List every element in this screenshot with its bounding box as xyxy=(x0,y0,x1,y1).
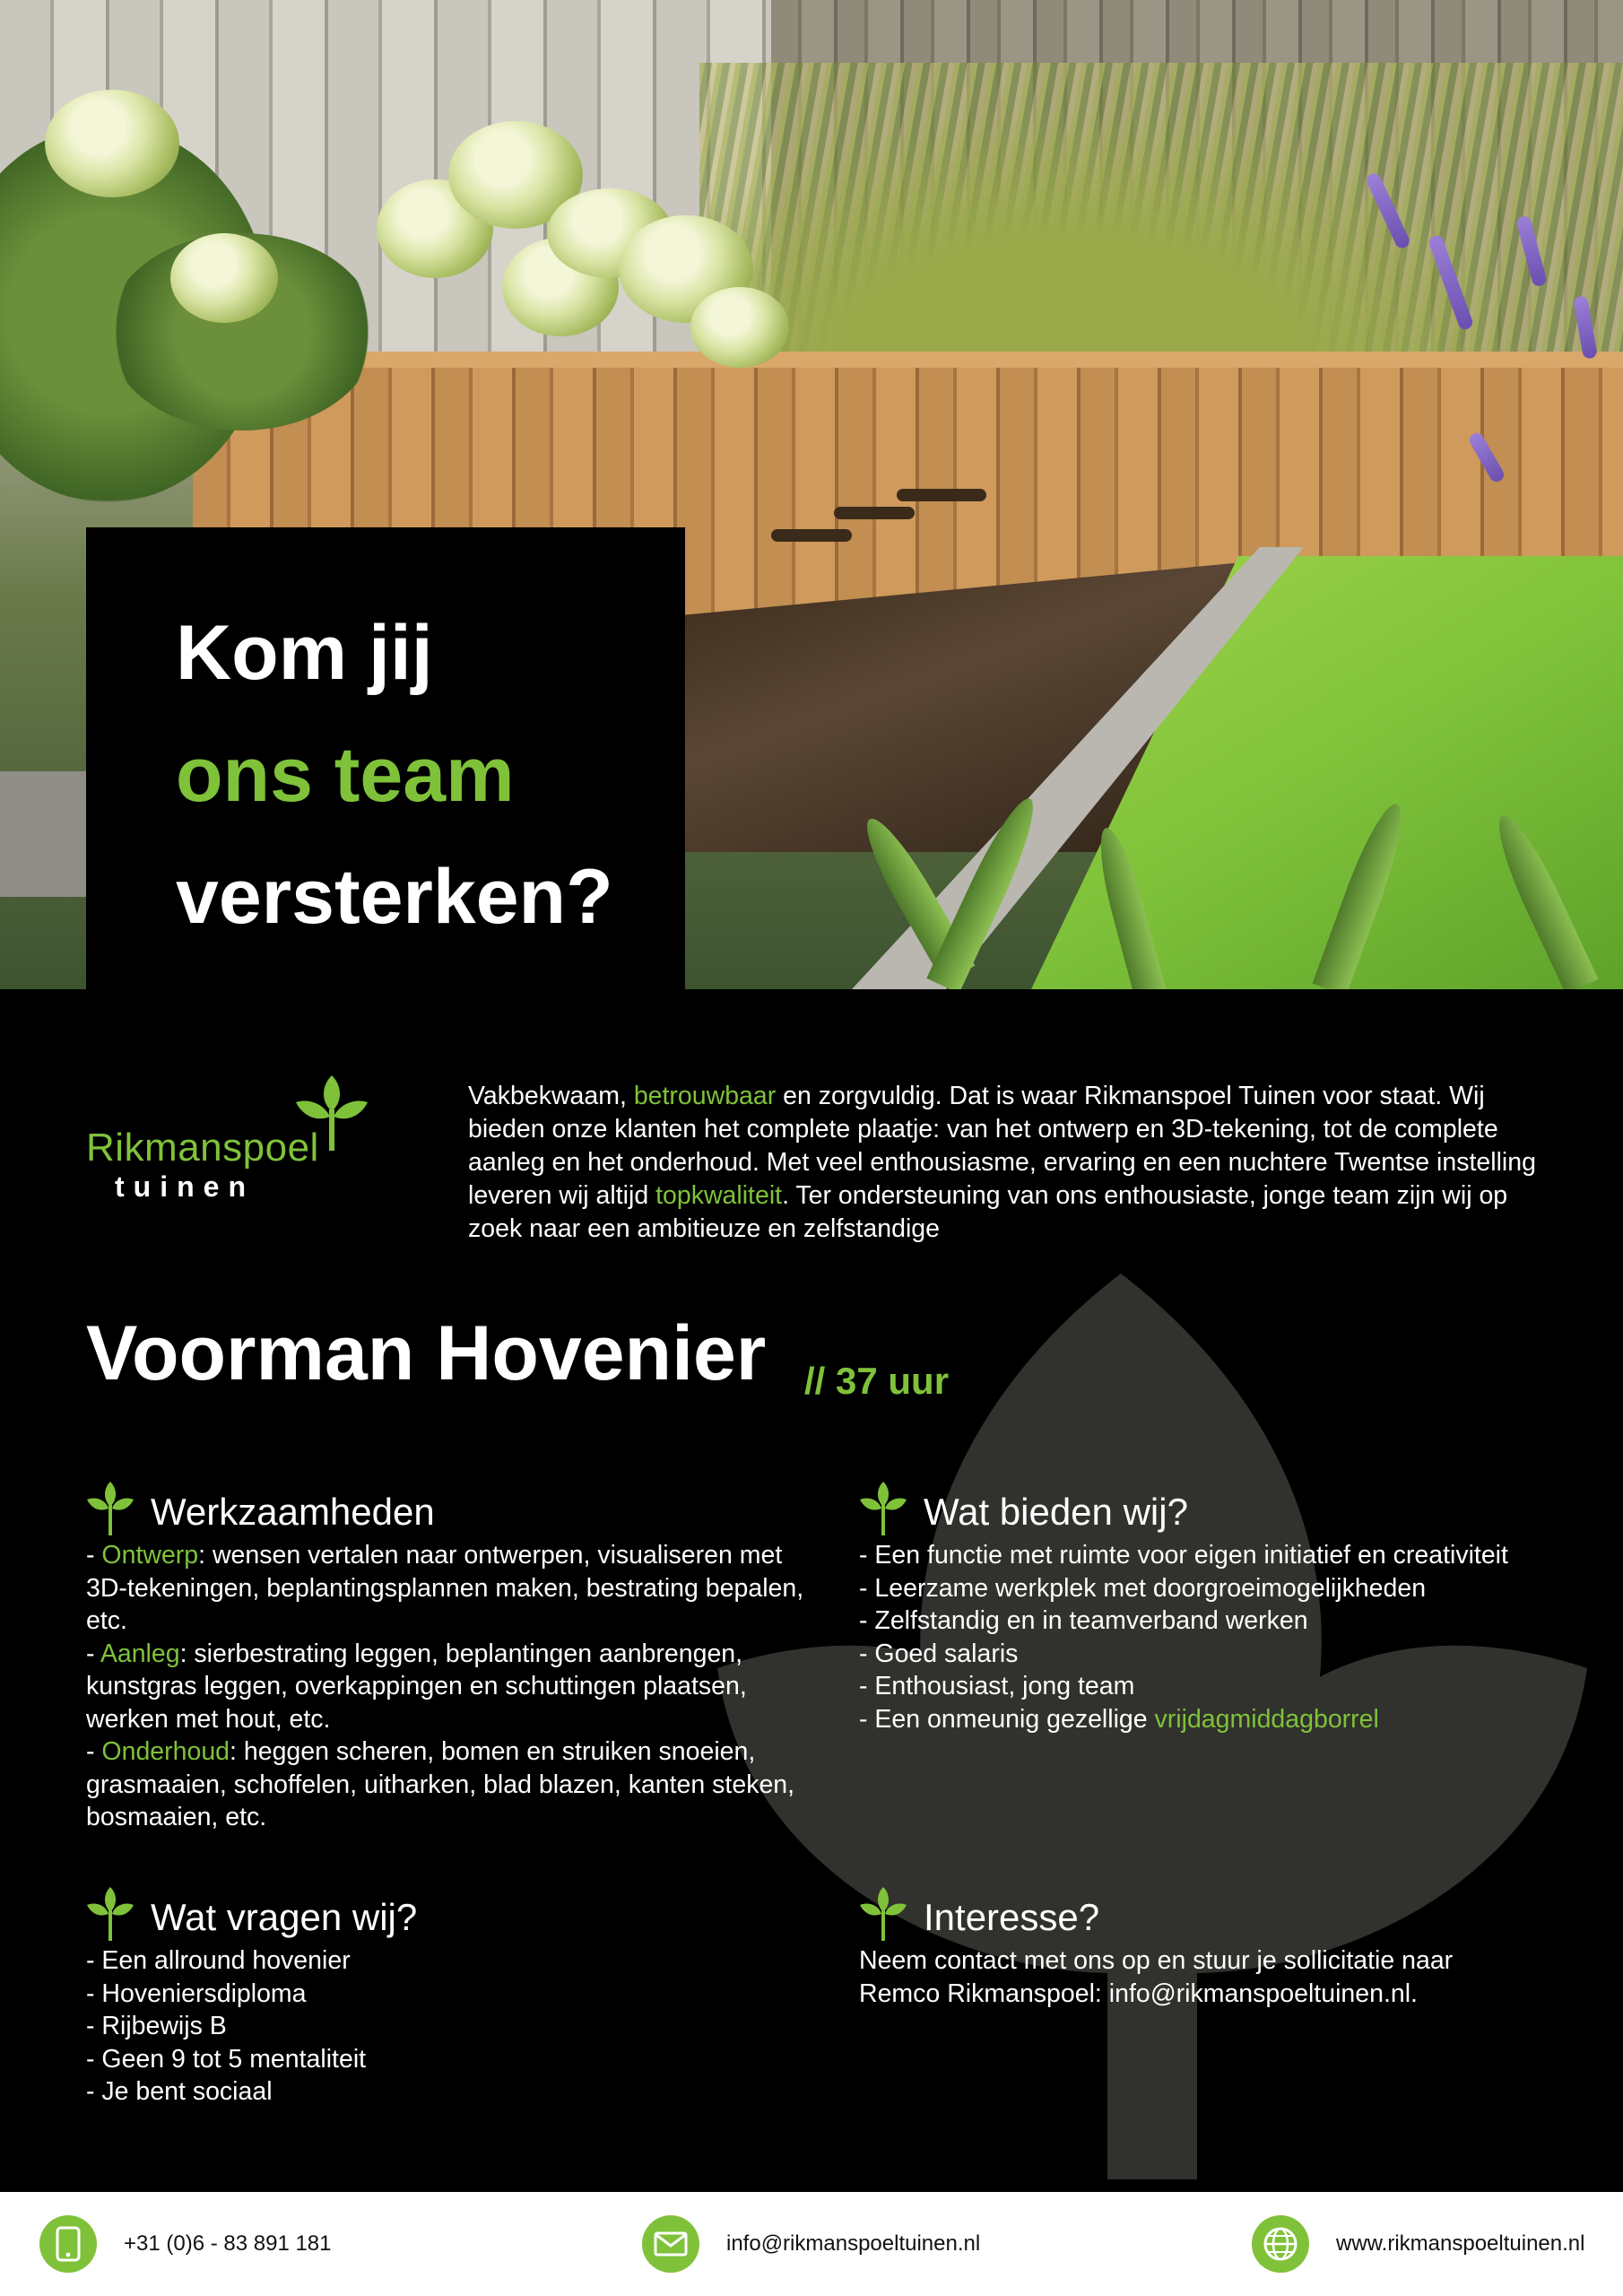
contact-website[interactable] xyxy=(1252,2192,1584,2296)
company-logo xyxy=(86,1072,382,1215)
bullet: - xyxy=(86,1639,100,1668)
section-title: Wat bieden wij? xyxy=(924,1491,1188,1533)
hydrangea xyxy=(45,90,179,197)
sprout-icon xyxy=(859,1480,907,1535)
headline-line-3: versterken? xyxy=(176,854,613,940)
list-item: - Goed salaris xyxy=(859,1639,1019,1668)
globe-icon xyxy=(1252,2215,1309,2273)
section-header xyxy=(859,1885,1594,1941)
item-key: Onderhoud xyxy=(101,1737,230,1766)
sprout-icon xyxy=(86,1885,135,1941)
item-key: Ontwerp xyxy=(101,1541,199,1570)
intro-paragraph xyxy=(468,1080,1544,1246)
headline-box xyxy=(86,527,685,989)
list-item: - Enthousiast, jong team xyxy=(859,1672,1135,1700)
list-item: - Geen 9 tot 5 mentaliteit xyxy=(86,2044,367,2074)
intro-highlight: topkwaliteit xyxy=(655,1181,783,1210)
website-link[interactable]: www.rikmanspoeltuinen.nl xyxy=(1336,2231,1585,2256)
section-header xyxy=(859,1480,1594,1535)
item-key: Aanleg xyxy=(100,1639,180,1668)
item-text: : wensen vertalen naar ontwerpen, visualiseren met 3D-tekeningen, beplantingsplannen maken, bestrating bepalen, etc. xyxy=(86,1541,804,1635)
section-body xyxy=(859,1944,1594,2010)
list-item: - Een allround hovenier xyxy=(86,1946,351,1975)
section-body xyxy=(86,1944,821,2109)
list-item: - Rijbewijs B xyxy=(86,2012,227,2040)
section-title: Wat vragen wij? xyxy=(151,1896,418,1938)
email-link[interactable]: info@rikmanspoeltuinen.nl xyxy=(726,2231,981,2256)
headline-line-2: ons team xyxy=(176,732,515,818)
item-text: : heggen scheren, bomen en struiken snoeien, grasmaaien, schoffelen, uitharken, blad blazen, kanten steken, bosmaaien, etc. xyxy=(86,1737,795,1831)
intro-highlight: betrouwbaar xyxy=(633,1082,777,1110)
section-header xyxy=(86,1480,821,1535)
water-spout xyxy=(897,489,986,501)
list-item: - Zelfstandig en in teamverband werken xyxy=(859,1606,1308,1635)
mail-icon xyxy=(642,2215,699,2273)
section-body xyxy=(859,1539,1594,1735)
item-text: : sierbestrating leggen, beplantingen aanbrengen, kunstgras leggen, overkappingen en schuttingen plaatsen, werken met hout, etc. xyxy=(86,1639,747,1734)
list-item xyxy=(86,1735,821,1834)
section-wat-bieden-wij xyxy=(859,1480,1594,1735)
contact-instruction: Neem contact met ons op en stuur je sollicitatie naar xyxy=(859,1946,1454,1975)
headline xyxy=(176,592,613,958)
footer xyxy=(0,2192,1623,2296)
list-item xyxy=(86,1638,821,1736)
list-item: - Leerzame werkplek met doorgroeimogelijkheden xyxy=(859,1573,1427,1603)
contact-person: Remco Rikmanspoel: info@rikmanspoeltuinen.nl. xyxy=(859,1979,1418,2008)
section-body xyxy=(86,1539,821,1834)
phone-icon xyxy=(39,2215,97,2273)
phone-number[interactable]: +31 (0)6 - 83 891 181 xyxy=(124,2231,332,2256)
list-item: - Je bent sociaal xyxy=(86,2077,273,2106)
hydrangea xyxy=(170,233,278,323)
list-item: - Een functie met ruimte voor eigen initiatief en creativiteit xyxy=(859,1541,1508,1570)
section-header xyxy=(86,1885,821,1941)
contact-email[interactable] xyxy=(642,2192,980,2296)
intro-text: en zorgvuldig. Dat is waar Rikmanspoel Tuinen voor staat. Wij bieden onze klanten het complete plaatje: van het ontwerp en 3D-tekening, tot de complete aanleg en het onderhoud. Met veel enthousiasme, ervaring en een nuchtere Twentse instelling leveren wij altijd xyxy=(468,1082,1536,1210)
water-spout xyxy=(834,507,915,519)
headline-line-1: Kom jij xyxy=(176,610,433,696)
intro-text: Vakbekwaam, xyxy=(468,1082,634,1110)
list-item xyxy=(86,1539,821,1638)
list-item xyxy=(859,1703,1594,1736)
item-highlight: vrijdagmiddagborrel xyxy=(1154,1704,1379,1734)
logo-name: Rikmanspoel xyxy=(86,1126,319,1170)
section-title: Werkzaamheden xyxy=(151,1491,435,1533)
job-title: Voorman Hovenier xyxy=(86,1310,767,1396)
sprout-icon xyxy=(859,1885,907,1941)
bullet: - xyxy=(86,1541,102,1570)
bullet: - xyxy=(86,1737,102,1766)
water-spout xyxy=(771,529,852,542)
list-item: - Hoveniersdiploma xyxy=(86,1979,307,2008)
section-interesse xyxy=(859,1885,1594,2010)
logo-subtitle: tuinen xyxy=(115,1170,255,1203)
section-werkzaamheden xyxy=(86,1480,821,1834)
intro-text: . Ter ondersteuning van ons enthousiaste, jonge team zijn wij op zoek naar een ambitieuze en zelfstandige xyxy=(468,1181,1508,1243)
contact-phone[interactable] xyxy=(39,2192,332,2296)
section-wat-vragen-wij xyxy=(86,1885,821,2109)
sprout-icon xyxy=(86,1480,135,1535)
section-title: Interesse? xyxy=(924,1896,1100,1938)
hydrangea xyxy=(690,287,789,368)
item-text: - Een onmeunig gezellige xyxy=(859,1704,1155,1734)
job-hours: // 37 uur xyxy=(804,1360,950,1402)
